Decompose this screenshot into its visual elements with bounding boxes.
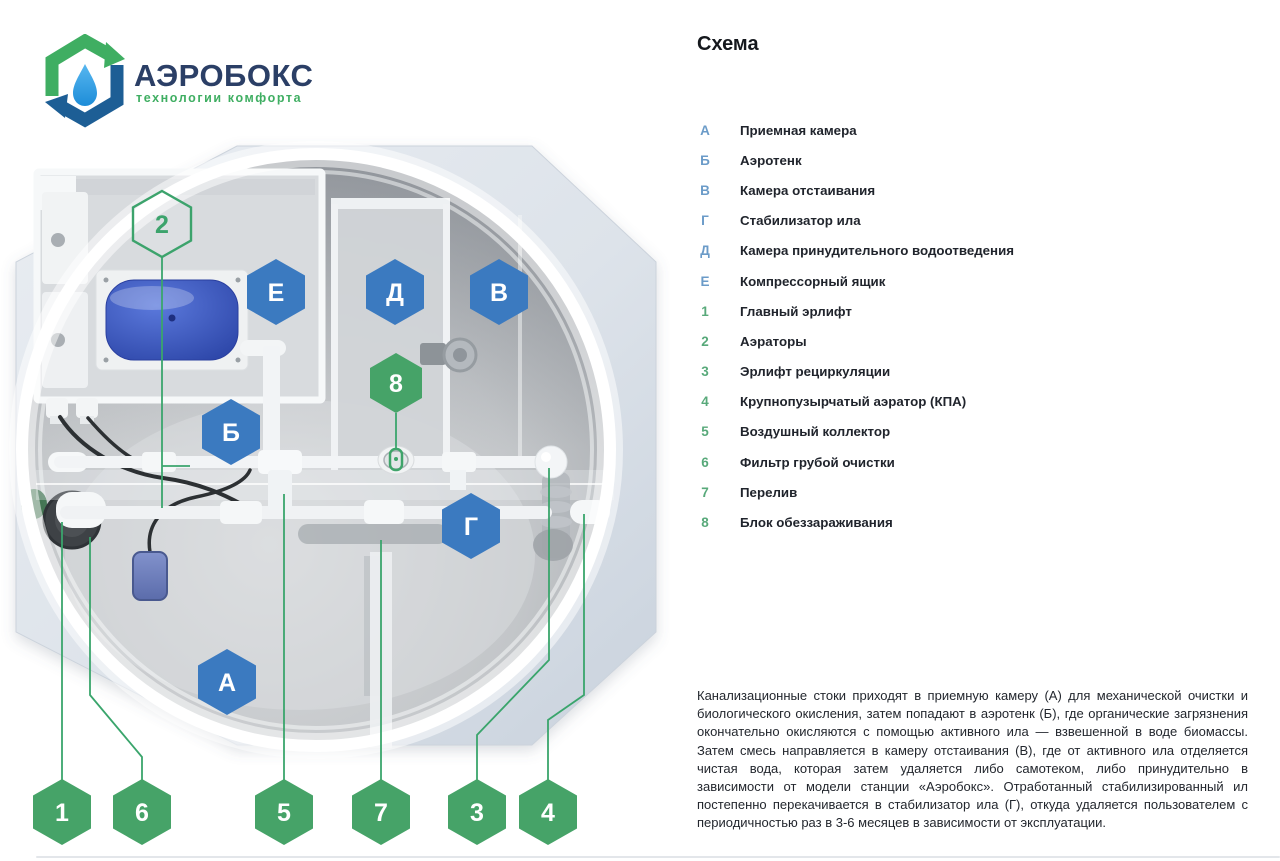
legend-row [697,417,1257,447]
shelf-edge [36,483,614,485]
legend-key: 2 [701,333,709,349]
legend-key: Б [700,152,710,168]
legend-key: 7 [701,484,709,500]
legend-row [697,387,1257,417]
legend-label: Аэротенк [740,152,802,168]
legend-label: Камера отстаивания [740,182,876,198]
marker-part-4 [519,779,577,845]
svg-text:Б: Б [222,419,240,447]
marker-part-3 [448,779,506,845]
svg-text:6: 6 [135,799,149,827]
legend-row [697,326,1257,356]
legend-row [697,115,1257,145]
disinfection-unit [378,446,414,474]
svg-text:Г: Г [463,513,479,541]
legend-label: Приемная камера [740,122,857,138]
legend [697,115,1257,538]
legend-label: Стабилизатор ила [740,213,861,229]
legend-key: Г [701,213,709,229]
svg-text:4: 4 [541,799,555,827]
legend-label: Эрлифт рециркуляции [740,364,891,380]
svg-text:2: 2 [155,211,169,239]
legend-label: Камера принудительного водоотведения [740,243,1015,259]
svg-text:8: 8 [389,370,403,398]
legend-label: Крупнопузырчатый аэратор (КПА) [740,394,967,410]
svg-text:7: 7 [374,799,388,827]
legend-label: Компрессорный ящик [740,273,886,289]
legend-row [697,175,1257,205]
legend-key: Е [700,273,710,289]
svg-text:5: 5 [277,799,291,827]
svg-text:3: 3 [470,799,484,827]
legend-key: 1 [701,303,709,319]
legend-row [697,206,1257,236]
legend-label: Блок обеззараживания [740,515,893,531]
process-description: Канализационные стоки приходят в приемную камеру (А) для механической очистки и биологического окисления, затем попадают в аэротенк (Б), где органические загрязнения окончательно окисляются с помощью активного ила — взвешенной в воде биомассы. Затем смесь направляется в камеру отстаивания (В), где от активного ила отделяется чистая вода, которая затем удаляется либо самотеком, либо принудительно в зависимости от модели станции «Аэробокс». Отработанный стабилизированный ил постепенно перекачивается в стабилизатор ила (Г), откуда удаляется пользователем с периодичностью раз в 3-6 месяцев в зависимости от эксплуатации. [697,688,1248,831]
compressor-unit [96,270,248,370]
svg-text:Д: Д [386,279,404,307]
legend-row [697,145,1257,175]
svg-text:Е: Е [267,279,285,307]
legend-row [697,357,1257,387]
legend-row [697,266,1257,296]
svg-text:1: 1 [55,799,69,827]
upper-pipe-elbow-right [535,446,567,478]
legend-row [697,236,1257,266]
brand-name: АЭРОБОКС [134,58,314,93]
legend-label: Главный эрлифт [740,303,852,319]
legend-label: Перелив [740,484,798,500]
legend-key: В [700,182,710,198]
legend-key: 5 [701,424,709,440]
legend-label: Аэраторы [740,333,807,349]
legend-key: 3 [701,364,709,380]
svg-text:В: В [489,279,509,307]
legend-key: 4 [701,394,709,410]
float-switch [133,552,167,600]
legend-row [697,447,1257,477]
marker-part-5 [255,779,313,845]
legend-key: 8 [701,515,709,531]
legend-key: Д [700,243,710,259]
brand-tagline: технологии комфорта [136,91,303,105]
legend-label: Воздушный коллектор [740,424,891,440]
marker-part-6 [113,779,171,845]
page-title: Схема [697,33,759,55]
svg-text:А: А [217,669,237,697]
marker-part-1 [33,779,91,845]
legend-key: А [700,122,710,138]
legend-row [697,477,1257,507]
legend-key: 6 [701,454,709,470]
legend-row [697,296,1257,326]
legend-label: Фильтр грубой очистки [740,454,895,470]
compressor-riser-pipe [263,346,280,468]
marker-part-7 [352,779,410,845]
bottom-divider [36,856,1280,858]
legend-row [697,507,1257,537]
sludge-pipe-gray [298,524,448,544]
